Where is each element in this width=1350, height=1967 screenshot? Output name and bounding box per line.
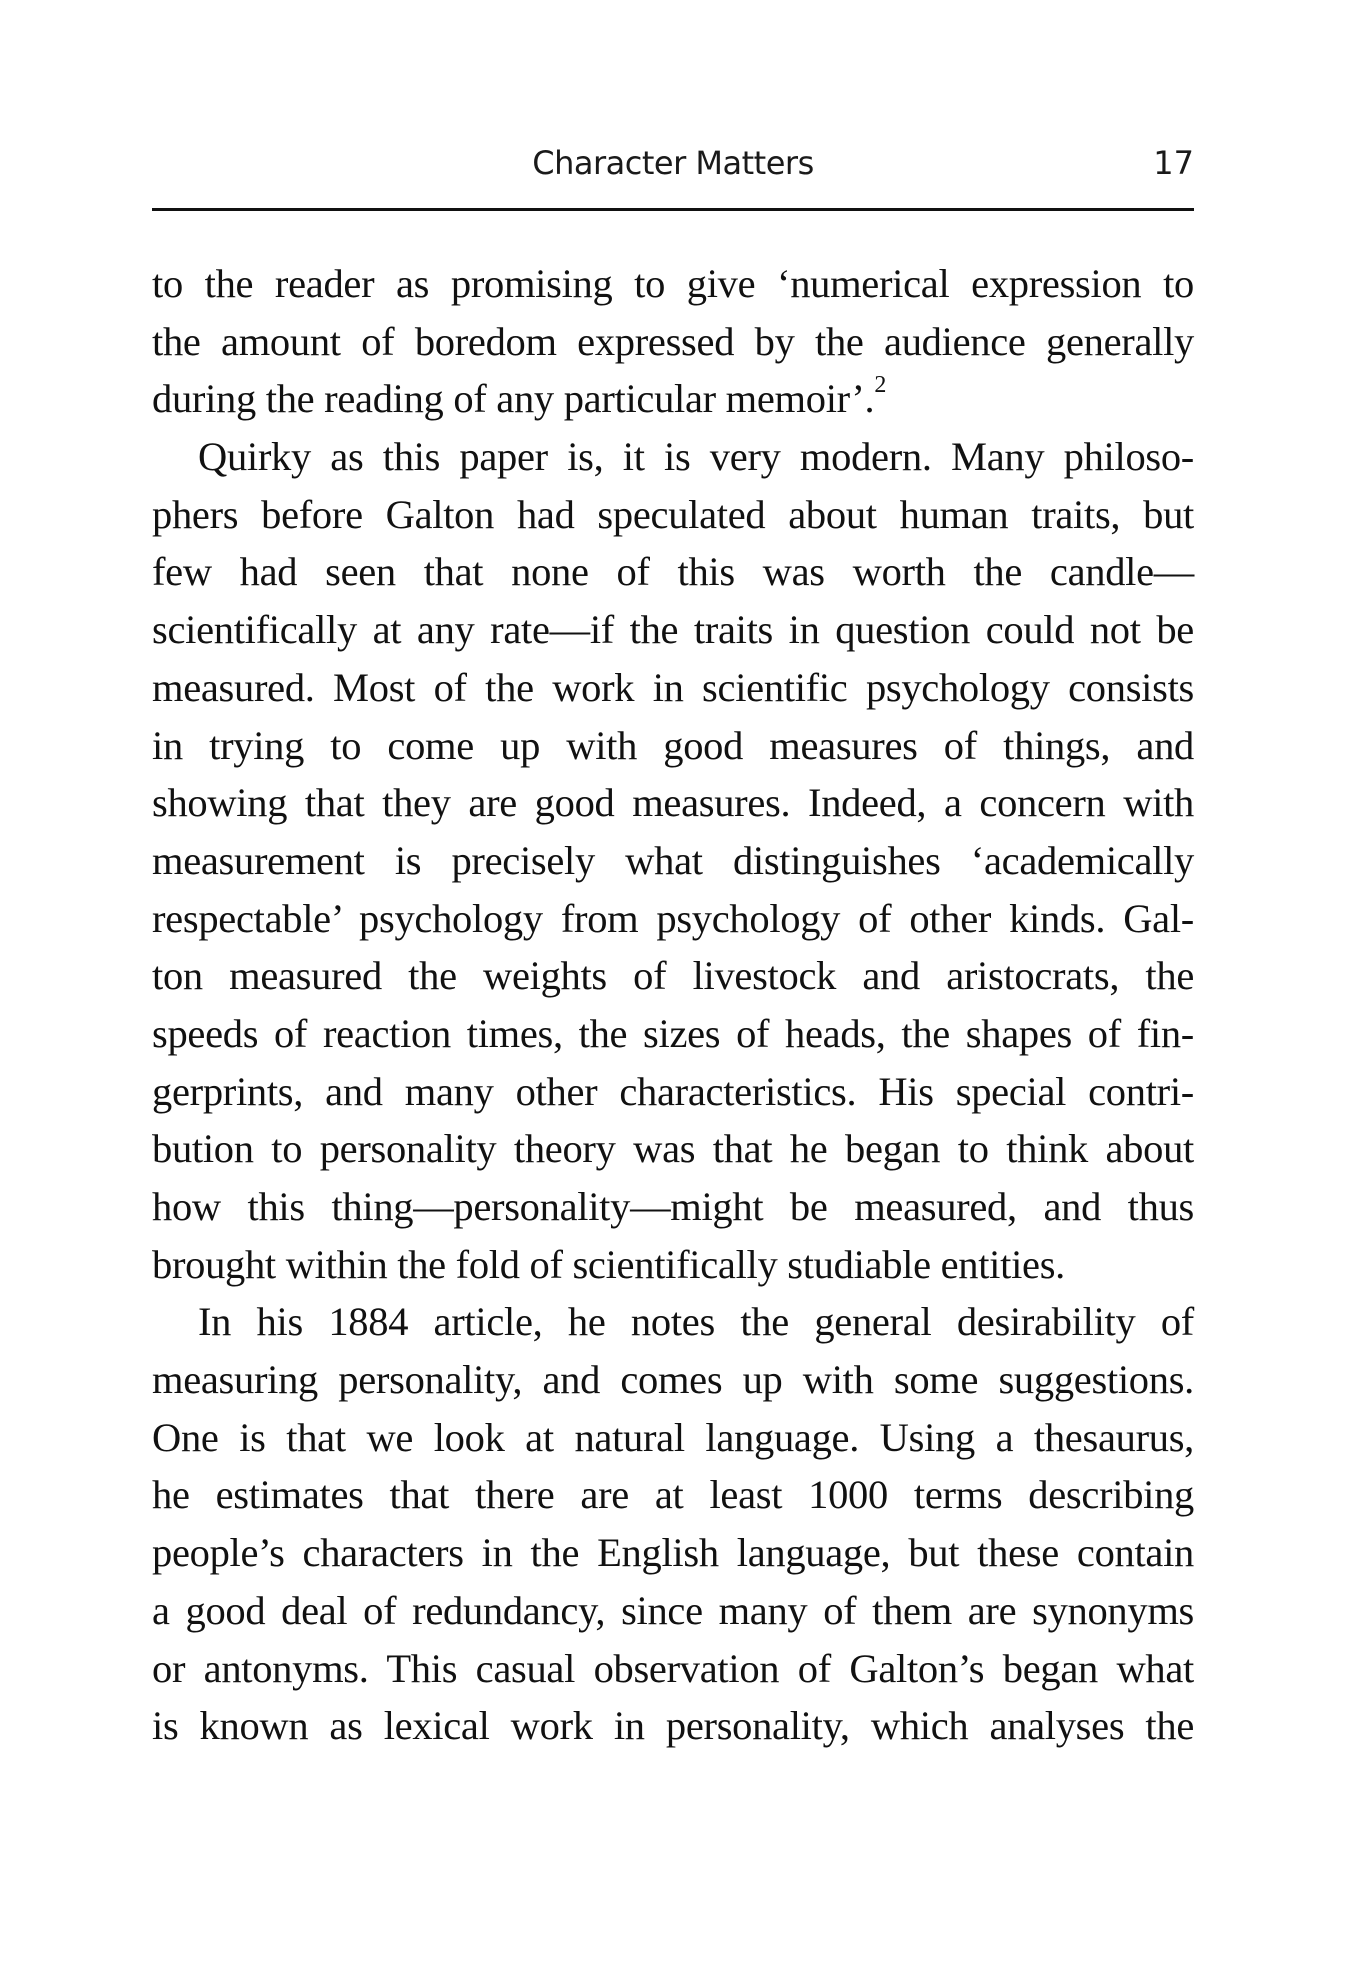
text-line: brought within the fold of scientifically studiable entities. — [152, 1241, 1066, 1287]
text-line: the amount of boredom expressed by the audience generally — [152, 318, 1194, 364]
text-line: Quirky as this paper is, it is very modern. Many philoso- — [198, 434, 1194, 480]
text-line: or antonyms. This casual observation of Galton’s began what — [152, 1645, 1194, 1691]
text-line: respectable’ psychology from psychology of other kinds. Gal- — [152, 895, 1194, 941]
paragraph-3 — [152, 1293, 1194, 1755]
text-line: people’s characters in the English language, but these contain — [152, 1530, 1194, 1576]
footnote-reference: 2 — [874, 372, 887, 399]
text-line: ton measured the weights of livestock and aristocrats, the — [152, 953, 1194, 999]
text-line: measurement is precisely what distinguishes ‘academically — [152, 837, 1194, 883]
text-line: a good deal of redundancy, since many of them are synonyms — [152, 1587, 1194, 1633]
text-line: he estimates that there are at least 1000 terms describing — [152, 1472, 1194, 1518]
page-number: 17 — [1153, 144, 1194, 182]
text-line: showing that they are good measures. Indeed, a concern with — [152, 780, 1194, 826]
text-line: scientifically at any rate—if the traits in question could not be — [152, 607, 1194, 653]
text-line: In his 1884 article, he notes the general desirability of — [198, 1299, 1194, 1345]
text-line: during the reading of any particular memoir’. — [152, 376, 875, 422]
paragraph-1 — [152, 255, 1194, 428]
text-line: is known as lexical work in personality, which analyses the — [152, 1703, 1194, 1749]
text-line: measuring personality, and comes up with some suggestions. — [152, 1357, 1194, 1403]
text-line: how this thing—personality—might be measured, and thus — [152, 1184, 1194, 1229]
running-head — [152, 138, 1194, 198]
text-line: in trying to come up with good measures of things, and — [152, 722, 1194, 768]
text-line: to the reader as promising to give ‘numerical expression to — [152, 261, 1194, 306]
text-line: few had seen that none of this was worth the candle— — [152, 549, 1194, 595]
header-rule — [152, 208, 1194, 211]
text-line: bution to personality theory was that he began to think about — [152, 1126, 1194, 1172]
text-line: measured. Most of the work in scientific psychology consists — [152, 664, 1194, 710]
text-line-with-footnote — [152, 370, 1194, 428]
paragraph-2 — [152, 428, 1194, 1293]
text-line: One is that we look at natural language. Using a thesaurus, — [152, 1414, 1194, 1460]
running-title: Character Matters — [532, 144, 814, 182]
body-text — [152, 255, 1194, 1755]
text-line: gerprints, and many other characteristics. His special contri- — [152, 1068, 1194, 1114]
text-line: phers before Galton had speculated about human traits, but — [152, 491, 1194, 537]
text-line: speeds of reaction times, the sizes of heads, the shapes of fin- — [152, 1010, 1194, 1056]
